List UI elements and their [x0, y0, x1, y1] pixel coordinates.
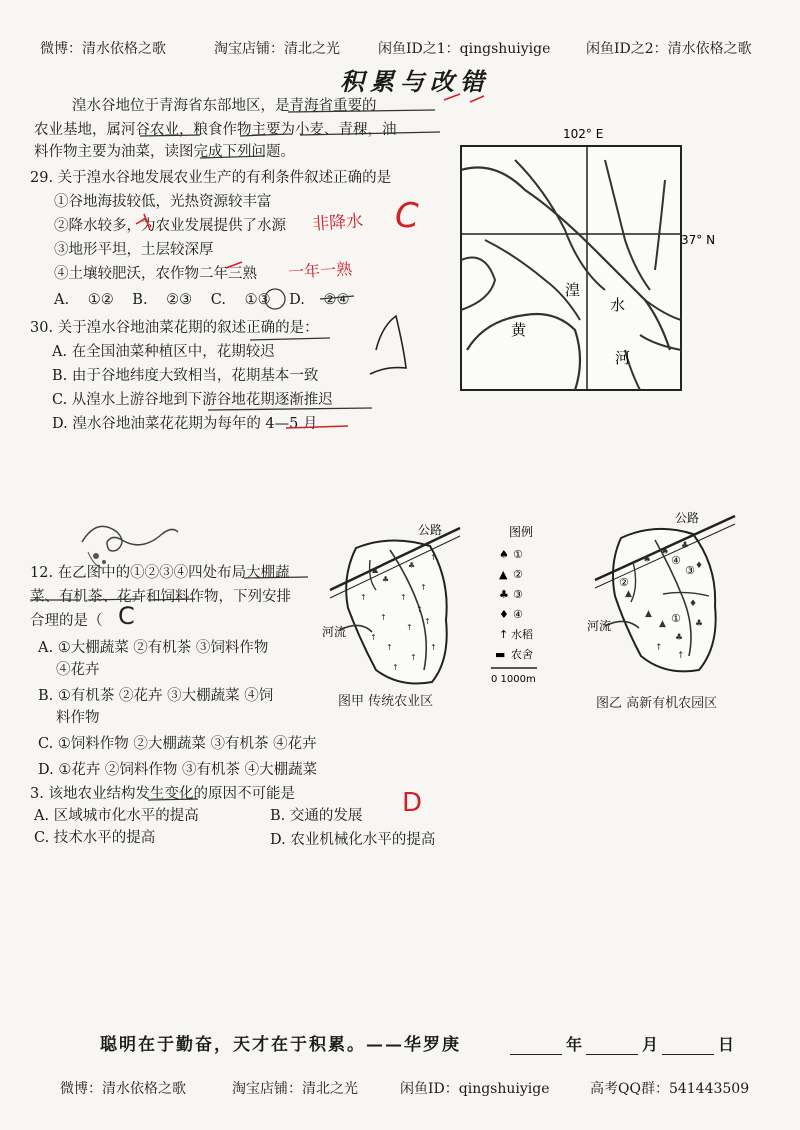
svg-text:↑: ↑ — [380, 613, 387, 622]
page-title: 积累与改错 — [340, 68, 490, 96]
fig-b-zone-1: ① — [671, 612, 681, 625]
fig-a-caption: 图甲 传统农业区 — [338, 694, 434, 709]
svg-text:↑: ↑ — [370, 633, 377, 642]
svg-text:♣: ♣ — [382, 575, 390, 584]
q29-option-2: ②降水较多，为农业发展提供了水源 — [54, 218, 286, 234]
fig-b-zone-2: ② — [619, 576, 629, 589]
q30-stem: 30. 关于湟水谷地油菜花期的叙述正确的是： — [30, 320, 319, 336]
header-weibo: 微博：清水依格之歌 — [40, 41, 166, 57]
q12-underlines — [30, 576, 330, 606]
svg-text:↑: ↑ — [416, 605, 423, 614]
q12-option-b2: 料作物 — [56, 710, 100, 726]
svg-text:↑: ↑ — [430, 553, 437, 562]
footer-qq: 高考QQ群：541443509 — [590, 1081, 750, 1097]
footer-weibo: 微博：清水依格之歌 — [60, 1081, 186, 1097]
q12-stem-1: 12. 在乙图中的①②③④四处布局大棚蔬 — [30, 565, 290, 581]
map-label-huang-river: 黄 — [511, 321, 527, 339]
q12-stem-3: 合理的是（ — [30, 613, 103, 629]
svg-text:↑: ↑ — [424, 617, 431, 626]
q29-option-4: ④土壤较肥沃，农作物二年三熟 — [54, 266, 257, 282]
q3-stem: 3. 该地农业结构发生变化的原因不可能是 — [30, 786, 295, 802]
svg-text:↑: ↑ — [410, 653, 417, 662]
intro-line-2: 农业基地，属河谷农业，粮食作物主要为小麦、青稞，油 — [34, 122, 397, 138]
map-label-shui: 水 — [610, 296, 626, 314]
q29-note-crop: 一年一熟 — [287, 259, 353, 282]
svg-text:♣: ♣ — [408, 561, 416, 570]
svg-text:↑: ↑ — [406, 623, 413, 632]
header-xianyu1: 闲鱼ID之1：qingshuiyige — [378, 41, 551, 57]
svg-text:▲: ▲ — [659, 619, 666, 629]
svg-text:↑: ↑ — [400, 593, 407, 602]
q12-option-a1: A. ①大棚蔬菜 ②有机茶 ③饲料作物 — [38, 640, 269, 656]
month-label: 月 — [642, 1035, 659, 1054]
svg-text:♠: ♠ — [643, 555, 652, 565]
fig-a-river-label: 河流 — [322, 625, 347, 639]
svg-text:▲: ▲ — [625, 589, 632, 599]
svg-text:▲: ▲ — [645, 609, 652, 619]
day-blank[interactable] — [662, 1038, 714, 1055]
map-label-he: 河 — [615, 349, 631, 367]
svg-text:♦: ♦ — [499, 608, 509, 621]
footer-xianyu: 闲鱼ID：qingshuiyige — [400, 1081, 550, 1097]
legend-2: ② — [513, 568, 523, 581]
q30-option-a: A. 在全国油菜种植区中，花期较迟 — [52, 344, 275, 360]
svg-text:↑: ↑ — [677, 651, 685, 661]
legend-farmhouse: 农舍 — [511, 648, 533, 661]
month-blank[interactable] — [586, 1038, 638, 1055]
svg-text:♣: ♣ — [675, 633, 684, 643]
q3-option-c: C. 技术水平的提高 — [34, 830, 156, 846]
map-latitude: 37° N — [681, 233, 716, 247]
q30-option-c: C. 从湟水上游谷地到下游谷地花期逐渐推迟 — [52, 392, 333, 408]
q3-underline — [30, 800, 230, 820]
svg-text:↑: ↑ — [430, 643, 437, 652]
svg-text:▬: ▬ — [495, 648, 506, 661]
fig-b-river-label: 河流 — [587, 619, 612, 633]
intro-line-3: 料作物主要为油菜，读图完成下列问题。 — [34, 144, 295, 160]
date-line — [506, 1032, 734, 1055]
q30-option-b: B. 由于谷地纬度大致相当，花期基本一致 — [52, 368, 319, 384]
map-longitude: 102° E — [563, 127, 604, 141]
svg-text:♣: ♣ — [499, 588, 509, 601]
svg-text:↑: ↑ — [420, 583, 427, 592]
q29-option-3: ③地形平坦，土层较深厚 — [54, 242, 214, 258]
q29-answer: C — [395, 196, 419, 236]
q3-option-d: D. 农业机械化水平的提高 — [270, 832, 436, 848]
intro-line-1: 湟水谷地位于青海省东部地区，是青海省重要的 — [72, 98, 377, 114]
fig-b-caption: 图乙 高新有机农园区 — [596, 696, 718, 711]
footer-taobao: 淘宝店铺：清北之光 — [232, 1081, 358, 1097]
motto-text: 聪明在于勤奋，天才在于积累。——华罗庚 — [100, 1035, 461, 1055]
svg-text:▲: ▲ — [499, 568, 508, 581]
svg-text:↑: ↑ — [499, 628, 509, 641]
header-taobao: 淘宝店铺：清北之光 — [214, 41, 340, 57]
legend-rice: 水稻 — [511, 628, 533, 641]
figure-traditional-area — [320, 520, 470, 700]
legend-3: ③ — [513, 588, 523, 601]
day-label: 日 — [718, 1035, 735, 1054]
svg-text:♦: ♦ — [695, 561, 704, 571]
year-blank[interactable] — [510, 1038, 562, 1055]
q29-note-water: 非降水 — [311, 211, 364, 235]
legend-4: ④ — [513, 608, 523, 621]
q12-answer: C — [118, 602, 135, 630]
q30-option-d: D. 湟水谷地油菜花花期为每年的 4—5 月 — [52, 416, 318, 432]
svg-text:↑: ↑ — [386, 643, 393, 652]
q29-stem: 29. 关于湟水谷地发展农业生产的有利条件叙述正确的是 — [30, 170, 392, 186]
fig-b-road-label: 公路 — [675, 511, 700, 525]
legend-1: ① — [513, 548, 523, 561]
svg-text:↑: ↑ — [655, 643, 663, 653]
map-label-huang: 湟 — [565, 281, 581, 299]
legend-title: 图例 — [509, 525, 534, 539]
svg-text:▲: ▲ — [372, 565, 379, 574]
figure-organic-area — [585, 506, 745, 686]
q3-option-a: A. 区域城市化水平的提高 — [34, 808, 199, 824]
fig-b-zone-3: ③ — [685, 564, 695, 577]
svg-text:♣: ♣ — [681, 541, 690, 551]
q29-option-1: ①谷地海拔较低，光热资源较丰富 — [54, 194, 272, 210]
svg-text:↑: ↑ — [392, 663, 399, 672]
q12-option-d: D. ①花卉 ②饲料作物 ③有机茶 ④大棚蔬菜 — [38, 762, 318, 778]
intro-underlines — [30, 110, 450, 170]
huangshui-map — [455, 120, 716, 400]
year-label: 年 — [566, 1035, 583, 1054]
q29-choices: A. ①② B. ②③ C. ①③ D. ②④ — [54, 292, 350, 308]
title-scribble — [440, 88, 510, 108]
svg-text:↑: ↑ — [360, 593, 367, 602]
q12-option-b1: B. ①有机茶 ②花卉 ③大棚蔬菜 ④饲 — [38, 688, 274, 704]
svg-text:♣: ♣ — [695, 619, 704, 629]
q12-option-a2: ④花卉 — [56, 662, 100, 678]
svg-text:♠: ♠ — [661, 547, 670, 557]
svg-text:♦: ♦ — [689, 599, 698, 609]
figure-legend — [485, 518, 565, 688]
q12-stem-2: 菜、有机茶、花卉和饲料作物，下列安排 — [30, 589, 291, 605]
legend-scale: 0 1000m — [491, 674, 536, 685]
fig-b-zone-4: ④ — [671, 554, 681, 567]
q3-option-b: B. 交通的发展 — [270, 808, 363, 824]
q12-option-c: C. ①饲料作物 ②大棚蔬菜 ③有机茶 ④花卉 — [38, 736, 317, 752]
fig-a-road-label: 公路 — [418, 523, 443, 537]
q30-marks — [200, 310, 440, 440]
header-xianyu2: 闲鱼ID之2：清水依格之歌 — [586, 41, 752, 57]
q3-answer: D — [402, 788, 423, 818]
q29-marks — [100, 210, 420, 310]
svg-text:♠: ♠ — [499, 548, 509, 561]
